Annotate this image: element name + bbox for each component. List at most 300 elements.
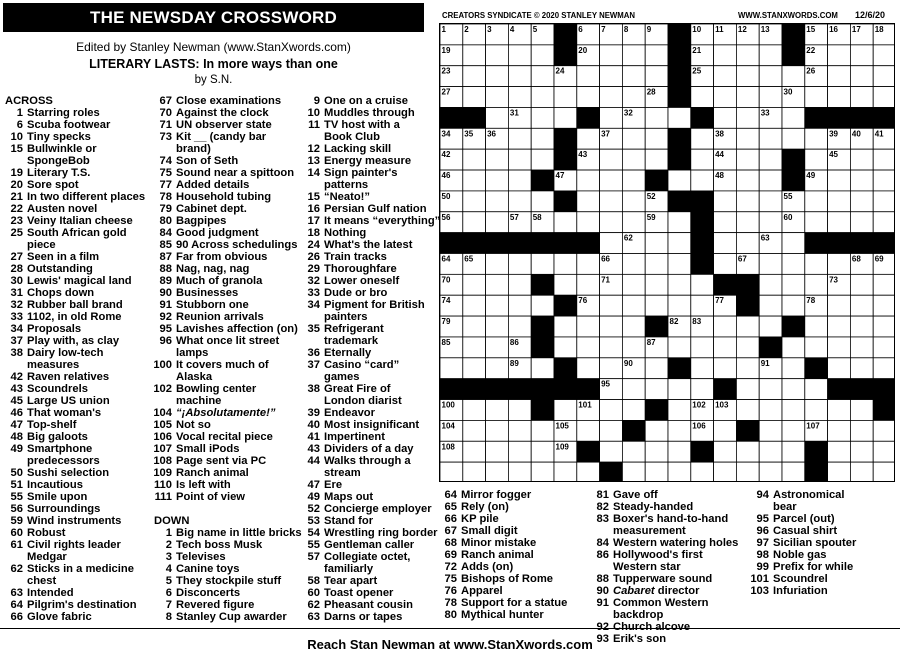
grid-cell[interactable] bbox=[531, 66, 554, 87]
grid-cell[interactable] bbox=[600, 45, 623, 66]
grid-cell[interactable] bbox=[577, 170, 600, 191]
grid-cell[interactable] bbox=[782, 254, 805, 275]
grid-cell[interactable] bbox=[486, 212, 509, 233]
grid-cell[interactable] bbox=[622, 295, 645, 316]
grid-cell[interactable] bbox=[805, 128, 828, 149]
grid-cell[interactable] bbox=[668, 274, 691, 295]
grid-cell[interactable] bbox=[805, 316, 828, 337]
grid-cell[interactable] bbox=[577, 212, 600, 233]
grid-cell[interactable] bbox=[463, 66, 486, 87]
grid-cell[interactable] bbox=[622, 170, 645, 191]
crossword-grid[interactable] bbox=[439, 23, 895, 482]
grid-cell[interactable] bbox=[850, 358, 873, 379]
grid-cell[interactable] bbox=[691, 87, 714, 108]
grid-cell[interactable] bbox=[759, 191, 782, 212]
grid-cell[interactable] bbox=[782, 295, 805, 316]
grid-cell[interactable] bbox=[782, 274, 805, 295]
grid-cell[interactable] bbox=[531, 87, 554, 108]
grid-cell[interactable] bbox=[645, 149, 668, 170]
grid-cell[interactable] bbox=[714, 87, 737, 108]
grid-cell[interactable] bbox=[759, 212, 782, 233]
grid-cell[interactable] bbox=[873, 316, 895, 337]
grid-cell[interactable] bbox=[828, 212, 851, 233]
grid-cell[interactable] bbox=[736, 212, 759, 233]
grid-cell[interactable] bbox=[691, 128, 714, 149]
grid-cell[interactable] bbox=[645, 128, 668, 149]
grid-cell[interactable] bbox=[486, 358, 509, 379]
grid-cell[interactable] bbox=[645, 66, 668, 87]
grid-cell[interactable] bbox=[782, 420, 805, 441]
grid-cell[interactable] bbox=[759, 420, 782, 441]
grid-cell[interactable] bbox=[873, 274, 895, 295]
grid-cell[interactable] bbox=[736, 462, 759, 482]
grid-cell[interactable] bbox=[736, 233, 759, 254]
grid-cell[interactable] bbox=[850, 274, 873, 295]
grid-cell[interactable] bbox=[554, 400, 577, 421]
grid-cell[interactable] bbox=[486, 107, 509, 128]
grid-cell[interactable] bbox=[440, 358, 463, 379]
grid-cell[interactable] bbox=[736, 107, 759, 128]
grid-cell[interactable] bbox=[805, 212, 828, 233]
grid-cell[interactable] bbox=[531, 254, 554, 275]
grid-cell[interactable] bbox=[759, 379, 782, 400]
grid-cell[interactable] bbox=[508, 274, 531, 295]
grid-cell[interactable] bbox=[668, 170, 691, 191]
grid-cell[interactable] bbox=[508, 170, 531, 191]
grid-block bbox=[873, 107, 895, 128]
grid-cell[interactable] bbox=[600, 107, 623, 128]
grid-cell[interactable] bbox=[668, 379, 691, 400]
grid-cell[interactable] bbox=[850, 441, 873, 462]
grid-cell[interactable] bbox=[645, 233, 668, 254]
grid-cell[interactable] bbox=[645, 358, 668, 379]
grid-cell[interactable] bbox=[486, 400, 509, 421]
grid-cell[interactable] bbox=[828, 400, 851, 421]
grid-cell[interactable] bbox=[736, 400, 759, 421]
grid-cell[interactable] bbox=[622, 379, 645, 400]
grid-cell[interactable] bbox=[873, 337, 895, 358]
grid-cell[interactable] bbox=[577, 66, 600, 87]
grid-cell-number: 40 bbox=[851, 129, 861, 139]
down-clue bbox=[300, 131, 438, 143]
grid-cell[interactable] bbox=[828, 316, 851, 337]
grid-cell[interactable] bbox=[531, 191, 554, 212]
grid-cell[interactable] bbox=[850, 316, 873, 337]
grid-cell[interactable] bbox=[691, 295, 714, 316]
grid-cell[interactable] bbox=[759, 45, 782, 66]
grid-cell[interactable] bbox=[805, 337, 828, 358]
clue-number: 46 bbox=[10, 407, 23, 419]
grid-cell[interactable] bbox=[828, 66, 851, 87]
grid-cell-number: 77 bbox=[715, 296, 725, 306]
grid-cell[interactable] bbox=[577, 337, 600, 358]
grid-cell[interactable] bbox=[531, 149, 554, 170]
grid-cell[interactable] bbox=[554, 212, 577, 233]
grid-cell[interactable] bbox=[828, 170, 851, 191]
grid-cell[interactable] bbox=[600, 337, 623, 358]
grid-cell[interactable] bbox=[577, 87, 600, 108]
grid-cell[interactable] bbox=[440, 462, 463, 482]
grid-cell[interactable] bbox=[486, 420, 509, 441]
grid-cell[interactable] bbox=[714, 233, 737, 254]
grid-cell[interactable] bbox=[691, 337, 714, 358]
grid-cell[interactable] bbox=[600, 149, 623, 170]
grid-cell[interactable] bbox=[622, 254, 645, 275]
grid-cell[interactable] bbox=[622, 462, 645, 482]
clue-number: 79 bbox=[159, 203, 172, 215]
grid-cell[interactable] bbox=[873, 45, 895, 66]
grid-cell[interactable] bbox=[850, 149, 873, 170]
grid-cell[interactable] bbox=[486, 337, 509, 358]
grid-cell[interactable] bbox=[622, 191, 645, 212]
grid-cell[interactable] bbox=[714, 212, 737, 233]
grid-cell[interactable] bbox=[714, 420, 737, 441]
grid-cell[interactable] bbox=[486, 254, 509, 275]
grid-cell[interactable] bbox=[531, 295, 554, 316]
grid-cell-number: 28 bbox=[646, 87, 656, 97]
grid-cell[interactable] bbox=[463, 420, 486, 441]
grid-cell[interactable] bbox=[850, 45, 873, 66]
grid-cell[interactable] bbox=[782, 379, 805, 400]
grid-cell[interactable] bbox=[645, 274, 668, 295]
grid-cell[interactable] bbox=[805, 254, 828, 275]
grid-cell[interactable] bbox=[759, 400, 782, 421]
grid-cell[interactable] bbox=[463, 462, 486, 482]
grid-cell[interactable] bbox=[714, 337, 737, 358]
grid-cell[interactable] bbox=[805, 400, 828, 421]
grid-cell[interactable] bbox=[850, 191, 873, 212]
grid-cell[interactable] bbox=[759, 274, 782, 295]
clue-text: “Neato!” bbox=[324, 191, 370, 203]
grid-cell[interactable] bbox=[577, 420, 600, 441]
grid-cell[interactable] bbox=[508, 441, 531, 462]
grid-cell[interactable] bbox=[805, 191, 828, 212]
grid-cell[interactable] bbox=[577, 274, 600, 295]
grid-cell-number: 71 bbox=[601, 275, 611, 285]
grid-cell[interactable] bbox=[508, 462, 531, 482]
grid-cell[interactable] bbox=[486, 87, 509, 108]
grid-cell[interactable] bbox=[486, 274, 509, 295]
grid-cell[interactable] bbox=[736, 316, 759, 337]
grid-cell[interactable] bbox=[668, 462, 691, 482]
grid-cell[interactable] bbox=[736, 170, 759, 191]
grid-cell[interactable] bbox=[850, 337, 873, 358]
grid-cell[interactable] bbox=[828, 191, 851, 212]
grid-cell[interactable] bbox=[463, 212, 486, 233]
grid-cell[interactable] bbox=[782, 400, 805, 421]
grid-cell[interactable] bbox=[782, 233, 805, 254]
grid-cell[interactable] bbox=[622, 66, 645, 87]
grid-cell[interactable] bbox=[577, 191, 600, 212]
grid-cell[interactable] bbox=[873, 149, 895, 170]
grid-cell[interactable] bbox=[828, 441, 851, 462]
clue-text: Intended bbox=[27, 587, 74, 599]
grid-cell[interactable] bbox=[508, 400, 531, 421]
grid-cell[interactable] bbox=[486, 316, 509, 337]
grid-cell[interactable] bbox=[600, 87, 623, 108]
grid-cell[interactable] bbox=[782, 128, 805, 149]
grid-cell[interactable] bbox=[759, 128, 782, 149]
grid-cell[interactable] bbox=[600, 212, 623, 233]
grid-cell[interactable] bbox=[508, 149, 531, 170]
grid-cell[interactable] bbox=[805, 274, 828, 295]
grid-cell[interactable] bbox=[736, 149, 759, 170]
grid-cell[interactable] bbox=[486, 441, 509, 462]
grid-cell-number: 7 bbox=[601, 25, 606, 34]
grid-cell[interactable] bbox=[759, 441, 782, 462]
grid-cell[interactable] bbox=[805, 87, 828, 108]
grid-cell[interactable] bbox=[463, 45, 486, 66]
grid-cell[interactable] bbox=[828, 337, 851, 358]
grid-cell[interactable] bbox=[645, 379, 668, 400]
grid-cell[interactable] bbox=[873, 358, 895, 379]
grid-cell[interactable] bbox=[805, 379, 828, 400]
grid-cell[interactable] bbox=[600, 170, 623, 191]
grid-cell[interactable] bbox=[622, 400, 645, 421]
grid-cell[interactable] bbox=[873, 295, 895, 316]
clue-number: 35 bbox=[307, 323, 320, 335]
grid-cell[interactable] bbox=[805, 149, 828, 170]
grid-cell[interactable] bbox=[736, 66, 759, 87]
grid-cell[interactable] bbox=[645, 45, 668, 66]
clue-number: 64 bbox=[10, 599, 23, 611]
grid-cell[interactable] bbox=[486, 66, 509, 87]
grid-cell[interactable] bbox=[873, 87, 895, 108]
grid-cell[interactable] bbox=[508, 45, 531, 66]
grid-cell[interactable] bbox=[759, 295, 782, 316]
grid-cell[interactable] bbox=[714, 358, 737, 379]
grid-cell[interactable] bbox=[508, 66, 531, 87]
grid-cell[interactable] bbox=[668, 441, 691, 462]
grid-cell[interactable] bbox=[463, 316, 486, 337]
grid-cell[interactable] bbox=[691, 149, 714, 170]
grid-cell[interactable] bbox=[531, 462, 554, 482]
grid-cell[interactable] bbox=[668, 420, 691, 441]
grid-cell[interactable] bbox=[554, 462, 577, 482]
grid-cell[interactable] bbox=[759, 316, 782, 337]
grid-cell[interactable] bbox=[463, 400, 486, 421]
grid-block bbox=[577, 107, 600, 128]
grid-cell[interactable] bbox=[828, 295, 851, 316]
grid-cell[interactable] bbox=[531, 441, 554, 462]
grid-cell[interactable] bbox=[873, 441, 895, 462]
grid-cell[interactable] bbox=[736, 191, 759, 212]
grid-cell[interactable] bbox=[622, 87, 645, 108]
clue-text: Smartphone bbox=[27, 443, 93, 455]
grid-cell[interactable] bbox=[600, 295, 623, 316]
grid-cell[interactable] bbox=[691, 274, 714, 295]
grid-cell[interactable] bbox=[782, 358, 805, 379]
grid-cell[interactable] bbox=[463, 337, 486, 358]
grid-cell[interactable] bbox=[600, 441, 623, 462]
grid-cell[interactable] bbox=[486, 149, 509, 170]
grid-cell[interactable] bbox=[736, 358, 759, 379]
grid-cell[interactable] bbox=[714, 316, 737, 337]
grid-cell[interactable] bbox=[782, 337, 805, 358]
grid-cell[interactable] bbox=[622, 441, 645, 462]
grid-cell[interactable] bbox=[463, 149, 486, 170]
grid-cell[interactable] bbox=[508, 295, 531, 316]
grid-cell[interactable] bbox=[577, 254, 600, 275]
grid-cell[interactable] bbox=[486, 45, 509, 66]
grid-cell[interactable] bbox=[600, 233, 623, 254]
grid-cell[interactable] bbox=[828, 87, 851, 108]
grid-cell[interactable] bbox=[668, 212, 691, 233]
grid-cell[interactable] bbox=[828, 420, 851, 441]
grid-cell[interactable] bbox=[600, 66, 623, 87]
grid-cell[interactable] bbox=[645, 420, 668, 441]
grid-cell[interactable] bbox=[645, 441, 668, 462]
grid-cell[interactable] bbox=[736, 87, 759, 108]
grid-cell[interactable] bbox=[759, 87, 782, 108]
grid-cell[interactable] bbox=[759, 254, 782, 275]
grid-cell[interactable] bbox=[759, 149, 782, 170]
grid-cell[interactable] bbox=[531, 107, 554, 128]
grid-cell[interactable] bbox=[531, 420, 554, 441]
grid-cell[interactable] bbox=[577, 316, 600, 337]
grid-cell[interactable] bbox=[873, 212, 895, 233]
grid-cell[interactable] bbox=[508, 191, 531, 212]
grid-cell[interactable] bbox=[554, 87, 577, 108]
grid-cell[interactable] bbox=[668, 295, 691, 316]
grid-cell[interactable] bbox=[828, 358, 851, 379]
grid-cell[interactable] bbox=[782, 441, 805, 462]
grid-cell[interactable] bbox=[736, 379, 759, 400]
grid-cell[interactable] bbox=[850, 462, 873, 482]
clue-text: Not so bbox=[176, 419, 211, 431]
grid-cell[interactable] bbox=[782, 66, 805, 87]
grid-cell[interactable] bbox=[463, 358, 486, 379]
grid-cell[interactable] bbox=[850, 295, 873, 316]
grid-cell[interactable] bbox=[463, 441, 486, 462]
grid-cell[interactable] bbox=[714, 66, 737, 87]
grid-cell[interactable] bbox=[554, 254, 577, 275]
grid-cell[interactable] bbox=[577, 128, 600, 149]
grid-cell[interactable] bbox=[714, 441, 737, 462]
grid-cell[interactable] bbox=[622, 274, 645, 295]
grid-cell[interactable] bbox=[600, 358, 623, 379]
grid-cell[interactable] bbox=[622, 316, 645, 337]
grid-cell[interactable] bbox=[714, 254, 737, 275]
clue-number: 26 bbox=[307, 251, 320, 263]
grid-cell[interactable] bbox=[486, 191, 509, 212]
grid-cell[interactable] bbox=[714, 45, 737, 66]
grid-cell[interactable] bbox=[850, 400, 873, 421]
grid-cell[interactable] bbox=[600, 191, 623, 212]
grid-cell[interactable] bbox=[622, 212, 645, 233]
grid-cell[interactable] bbox=[850, 212, 873, 233]
grid-cell[interactable] bbox=[873, 462, 895, 482]
grid-cell[interactable] bbox=[873, 66, 895, 87]
grid-cell[interactable] bbox=[622, 149, 645, 170]
grid-cell[interactable] bbox=[577, 358, 600, 379]
grid-cell[interactable] bbox=[850, 66, 873, 87]
grid-cell[interactable] bbox=[691, 462, 714, 482]
grid-cell[interactable] bbox=[463, 295, 486, 316]
grid-cell[interactable] bbox=[645, 107, 668, 128]
grid-cell[interactable] bbox=[486, 295, 509, 316]
grid-cell[interactable] bbox=[850, 87, 873, 108]
grid-cell[interactable] bbox=[645, 295, 668, 316]
grid-cell[interactable] bbox=[759, 66, 782, 87]
grid-cell[interactable] bbox=[508, 87, 531, 108]
down-clue bbox=[589, 525, 749, 537]
grid-cell[interactable] bbox=[531, 358, 554, 379]
grid-cell[interactable] bbox=[577, 462, 600, 482]
grid-cell[interactable] bbox=[531, 45, 554, 66]
grid-cell[interactable] bbox=[828, 462, 851, 482]
grid-cell[interactable] bbox=[736, 441, 759, 462]
grid-cell[interactable] bbox=[850, 170, 873, 191]
grid-cell[interactable] bbox=[645, 462, 668, 482]
grid-cell[interactable] bbox=[645, 254, 668, 275]
grid-cell-number: 42 bbox=[441, 150, 451, 160]
website-link[interactable]: WWW.STANXWORDS.COM bbox=[738, 11, 838, 20]
grid-cell[interactable] bbox=[668, 400, 691, 421]
grid-cell[interactable] bbox=[873, 191, 895, 212]
grid-cell[interactable] bbox=[622, 45, 645, 66]
grid-cell[interactable] bbox=[554, 274, 577, 295]
grid-cell[interactable] bbox=[554, 337, 577, 358]
grid-cell[interactable] bbox=[873, 420, 895, 441]
grid-cell[interactable] bbox=[759, 462, 782, 482]
grid-cell[interactable] bbox=[600, 400, 623, 421]
grid-cell[interactable] bbox=[486, 462, 509, 482]
grid-cell[interactable] bbox=[600, 316, 623, 337]
grid-cell[interactable] bbox=[463, 170, 486, 191]
grid-cell[interactable] bbox=[691, 170, 714, 191]
grid-cell[interactable] bbox=[531, 128, 554, 149]
grid-cell[interactable] bbox=[714, 191, 737, 212]
grid-cell[interactable] bbox=[782, 462, 805, 482]
clue-section-heading: DOWN bbox=[154, 515, 190, 527]
grid-cell[interactable] bbox=[508, 316, 531, 337]
clue-number: 103 bbox=[750, 585, 769, 597]
grid-cell[interactable] bbox=[463, 191, 486, 212]
grid-cell[interactable] bbox=[736, 128, 759, 149]
clue-text: What's the latest bbox=[324, 239, 413, 251]
grid-cell[interactable] bbox=[736, 337, 759, 358]
grid-cell[interactable] bbox=[508, 420, 531, 441]
down-clue bbox=[300, 239, 438, 251]
grid-cell[interactable] bbox=[691, 358, 714, 379]
grid-cell[interactable] bbox=[508, 128, 531, 149]
grid-cell[interactable] bbox=[850, 420, 873, 441]
grid-cell[interactable] bbox=[486, 170, 509, 191]
grid-cell[interactable] bbox=[828, 45, 851, 66]
grid-cell[interactable] bbox=[759, 170, 782, 191]
grid-cell[interactable] bbox=[668, 107, 691, 128]
grid-cell[interactable] bbox=[668, 254, 691, 275]
grid-cell[interactable] bbox=[714, 107, 737, 128]
grid-cell[interactable] bbox=[668, 233, 691, 254]
grid-cell[interactable] bbox=[691, 379, 714, 400]
grid-cell[interactable] bbox=[463, 87, 486, 108]
grid-cell[interactable] bbox=[782, 107, 805, 128]
grid-cell[interactable] bbox=[600, 420, 623, 441]
grid-cell[interactable] bbox=[714, 462, 737, 482]
grid-cell[interactable] bbox=[622, 337, 645, 358]
grid-cell[interactable] bbox=[463, 274, 486, 295]
grid-cell[interactable] bbox=[736, 45, 759, 66]
grid-cell[interactable] bbox=[554, 107, 577, 128]
grid-cell[interactable] bbox=[622, 128, 645, 149]
grid-cell[interactable] bbox=[554, 316, 577, 337]
grid-cell[interactable] bbox=[873, 170, 895, 191]
grid-cell[interactable] bbox=[668, 337, 691, 358]
grid-cell[interactable] bbox=[828, 254, 851, 275]
grid-cell[interactable] bbox=[508, 254, 531, 275]
